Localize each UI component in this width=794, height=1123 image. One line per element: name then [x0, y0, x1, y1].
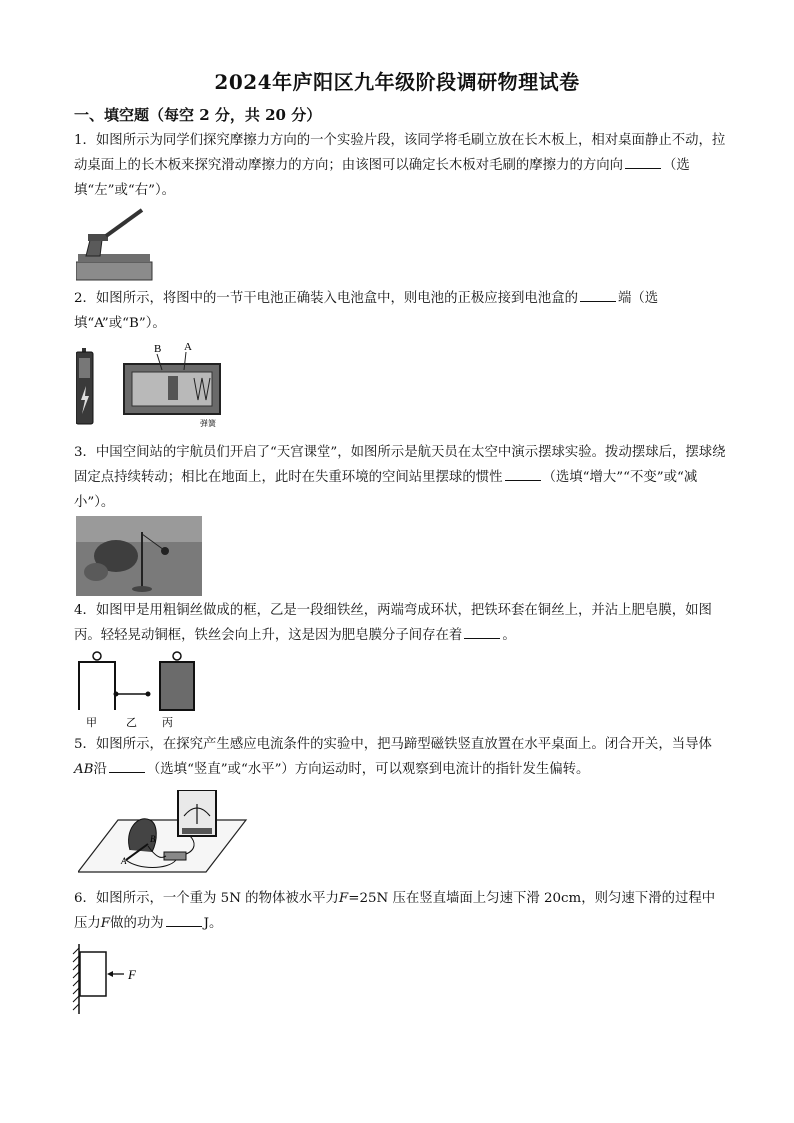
page-title: 2024年庐阳区九年级阶段调研物理试卷	[214, 70, 580, 94]
brush-handle	[106, 210, 142, 236]
wall-hatching	[73, 948, 79, 1010]
box-divider	[168, 376, 178, 400]
answer-blank	[625, 154, 661, 169]
pendulum-ball	[161, 547, 169, 555]
block	[80, 952, 106, 996]
label-a: A	[121, 856, 127, 866]
answer-blank	[580, 287, 616, 302]
question-4-text: 4．如图甲是用粗铜丝做成的框，乙是一段细铁丝，两端弯成环状，把铁环套在铜丝上，并沾上肥皂膜，如图丙。轻轻晃动铜框，铁丝会向上升，这是因为肥皂膜分子间存在着	[74, 603, 712, 643]
answer-blank	[464, 624, 500, 639]
table-surface	[78, 820, 246, 872]
question-3-text: 3．中国空间站的宇航员们开启了“天宫课堂”，如图所示是航天员在太空中演示摆球实验。拨动摆球后，摆球绕固定点持续转动；相比在地面上，此时在失重环境的空间站里摆球的惯性	[74, 445, 726, 485]
arrow-head	[107, 971, 113, 977]
question-1	[74, 128, 726, 203]
space-pendulum-photo	[76, 516, 202, 596]
force-f: F	[338, 891, 349, 906]
brush-on-board-figure	[76, 206, 154, 282]
stand-base	[132, 586, 152, 592]
label-jia: 甲	[86, 716, 97, 728]
answer-blank	[166, 912, 202, 927]
question-5-text-mid: 沿	[93, 762, 107, 777]
question-1-text: 1．如图所示为同学们探究摩擦力方向的一个实验片段，该同学将毛刷立放在长木板上，相对桌面静止不动，拉动桌面上的长木板来探究滑动摩擦力的方向；由该图可以确定长木板对毛刷的摩擦力的方向向	[74, 133, 726, 173]
answer-blank	[109, 758, 145, 773]
copper-frames-figure	[76, 648, 196, 728]
question-2	[74, 286, 726, 336]
galvanometer-base	[182, 828, 212, 834]
photo-upper	[76, 516, 202, 542]
induction-experiment-figure	[78, 790, 248, 874]
frame-bing-soap-film	[160, 662, 194, 710]
question-3	[74, 440, 726, 515]
board	[76, 262, 152, 280]
frame-hook-bing	[173, 652, 181, 660]
astronaut-hand	[84, 563, 108, 581]
label-bing: 丙	[162, 716, 173, 728]
battery-figure	[76, 340, 226, 428]
label-yi: 乙	[126, 716, 137, 728]
answer-blank	[505, 466, 541, 481]
question-2-options: 端（选填“A”或“B”）。	[74, 291, 659, 331]
wall-block-figure	[72, 944, 152, 1016]
question-4	[74, 598, 726, 648]
battery-terminal	[82, 348, 86, 352]
conductor-ab: AB	[74, 762, 94, 777]
brush-head	[88, 234, 108, 241]
question-6-text: 6．如图所示，一个重为 5N 的物体被水平力	[74, 891, 339, 906]
brush-bristles	[86, 240, 102, 256]
frame-hook-jia	[93, 652, 101, 660]
force-f-2: F	[100, 916, 111, 931]
question-2-text: 2．如图所示，将图中的一节干电池正确装入电池盒中，则电池的正极应接到电池盒的	[74, 291, 578, 306]
frame-jia	[79, 662, 115, 710]
question-4-end: 。	[502, 628, 516, 643]
battery-label	[79, 358, 90, 378]
question-5-text: 5．如图所示，在探究产生感应电流条件的实验中，把马蹄型磁铁竖直放置在水平桌面上。闭合开关，当导体	[74, 737, 712, 752]
label-a: A	[184, 341, 192, 353]
question-5-options: （选填“竖直”或“水平”）方向运动时，可以观察到电流计的指针发生偏转。	[146, 762, 590, 777]
question-3-options: （选填“增大”“不变”或“减小”）。	[74, 470, 698, 510]
section-heading: 一、填空题（每空 2 分，共 20 分）	[74, 106, 322, 124]
question-6-text-post: 做的功为	[110, 916, 164, 931]
label-b: B	[154, 343, 162, 355]
label-b: B	[150, 834, 156, 844]
switch	[164, 852, 186, 860]
question-6	[74, 886, 726, 936]
wire-end-right	[146, 692, 151, 697]
label-f: F	[128, 967, 136, 982]
question-1-options: （选填“左”或“右”）。	[74, 158, 690, 198]
question-6-text-mid: =25N 压在竖直墙面上匀速下滑 20cm，则匀速下滑的过程中压力	[74, 891, 716, 931]
question-6-unit: J。	[203, 916, 223, 931]
label-spring: 弹簧	[200, 419, 216, 428]
question-5	[74, 732, 726, 782]
